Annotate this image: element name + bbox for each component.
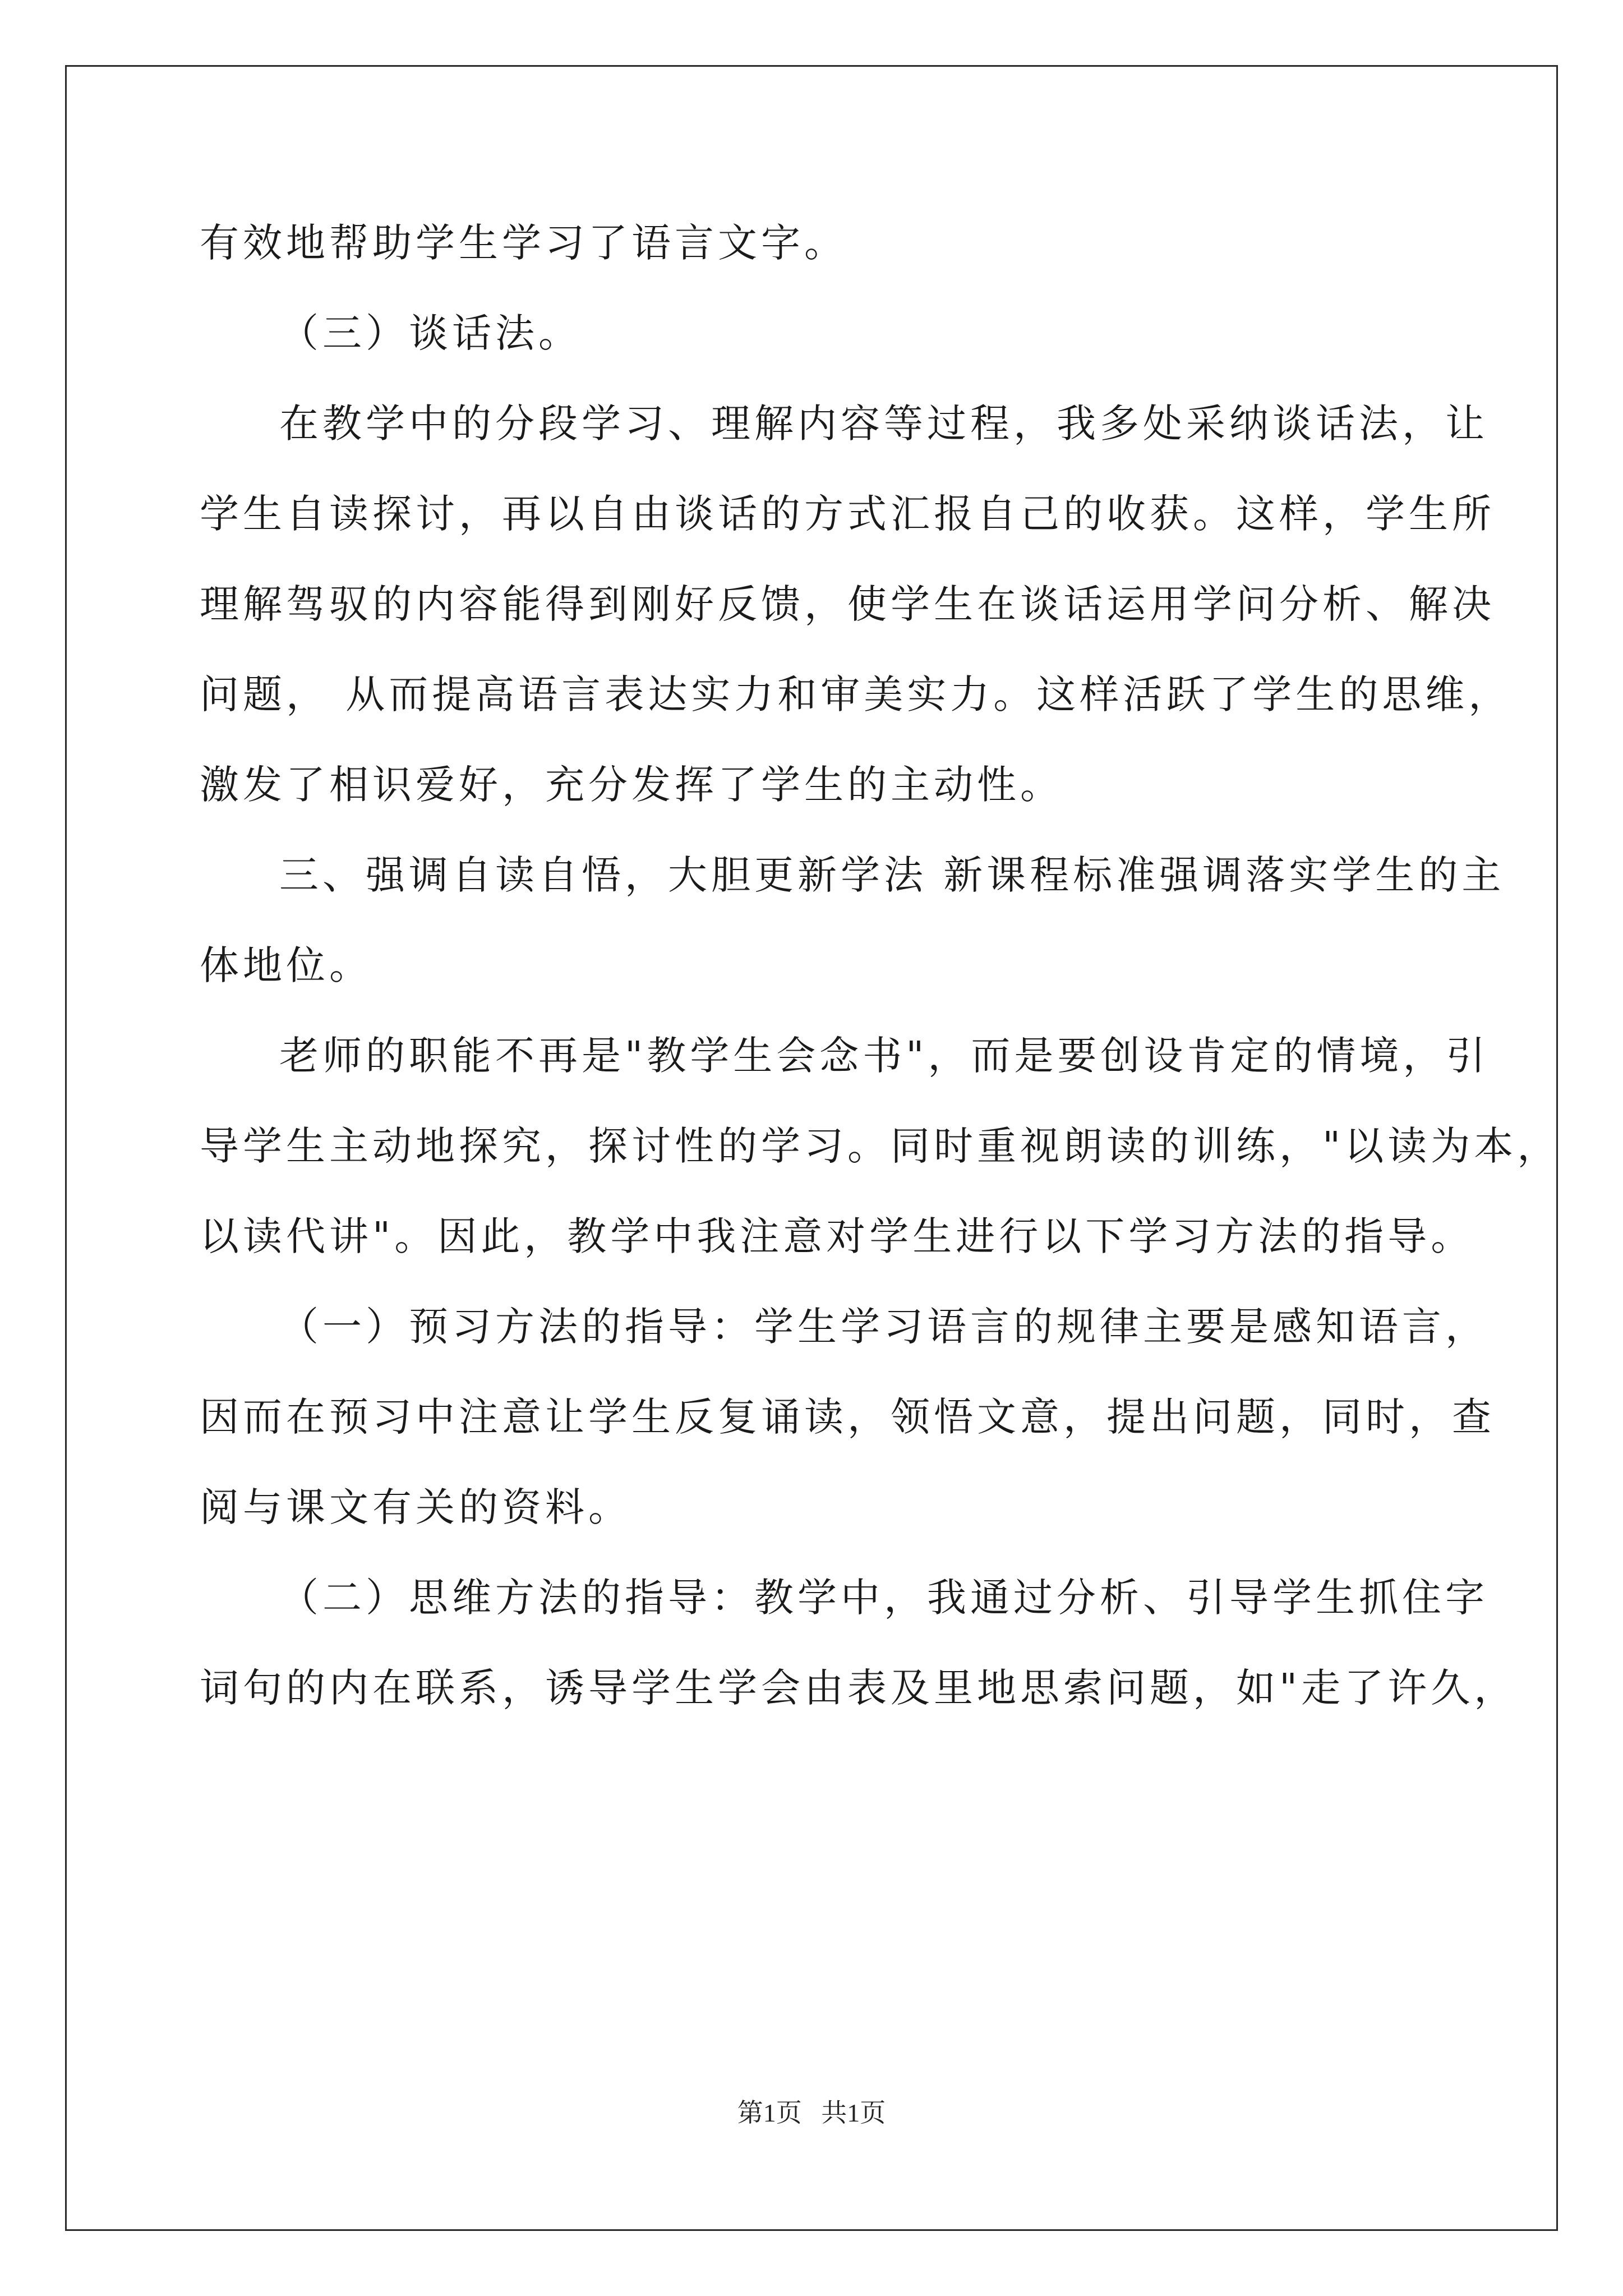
text-line: 理解驾驭的内容能得到刚好反馈，使学生在谈话运用学问分析、解决 — [200, 581, 1495, 627]
text-line: 有效地帮助学生学习了语言文字。 — [200, 220, 847, 266]
text-line: 体地位。 — [200, 942, 372, 988]
document-body — [200, 198, 1561, 1733]
text-line: 问题， 从而提高语言表达实力和审美实力。这样活跃了学生的思维， — [200, 671, 1512, 717]
text-line: 三、强调自读自悟，大胆更新学法 新课程标准强调落实学生的主 — [279, 852, 1505, 898]
text-line: 阅与课文有关的资料。 — [200, 1484, 631, 1530]
text-line: 导学生主动地探究，探讨性的学习。同时重视朗读的训练，"以读为本， — [200, 1123, 1561, 1169]
page-footer: 第1页 共1页 — [737, 2099, 886, 2127]
text-line: 词句的内在联系，诱导学生学会由表及里地思索问题，如"走了许久， — [200, 1665, 1518, 1711]
text-line: 激发了相识爱好，充分发挥了学生的主动性。 — [200, 762, 1063, 808]
text-line: 因而在预习中注意让学生反复诵读，领悟文意，提出问题，同时，查 — [200, 1394, 1495, 1440]
text-line: 以读代讲"。因此，教学中我注意对学生进行以下学习方法的指导。 — [200, 1213, 1474, 1259]
text-line: 在教学中的分段学习、理解内容等过程，我多处采纳谈话法，让 — [279, 401, 1488, 447]
text-line: 老师的职能不再是"教学生会念书"，而是要创设肯定的情境，引 — [279, 1033, 1490, 1079]
text-line: （三）谈话法。 — [279, 310, 582, 356]
text-line: （一）预习方法的指导：学生学习语言的规律主要是感知语言， — [279, 1304, 1488, 1350]
text-line: （二）思维方法的指导：教学中，我通过分析、引导学生抓住字 — [279, 1575, 1488, 1621]
text-line: 学生自读探讨，再以自由谈话的方式汇报自己的收获。这样，学生所 — [200, 491, 1495, 537]
